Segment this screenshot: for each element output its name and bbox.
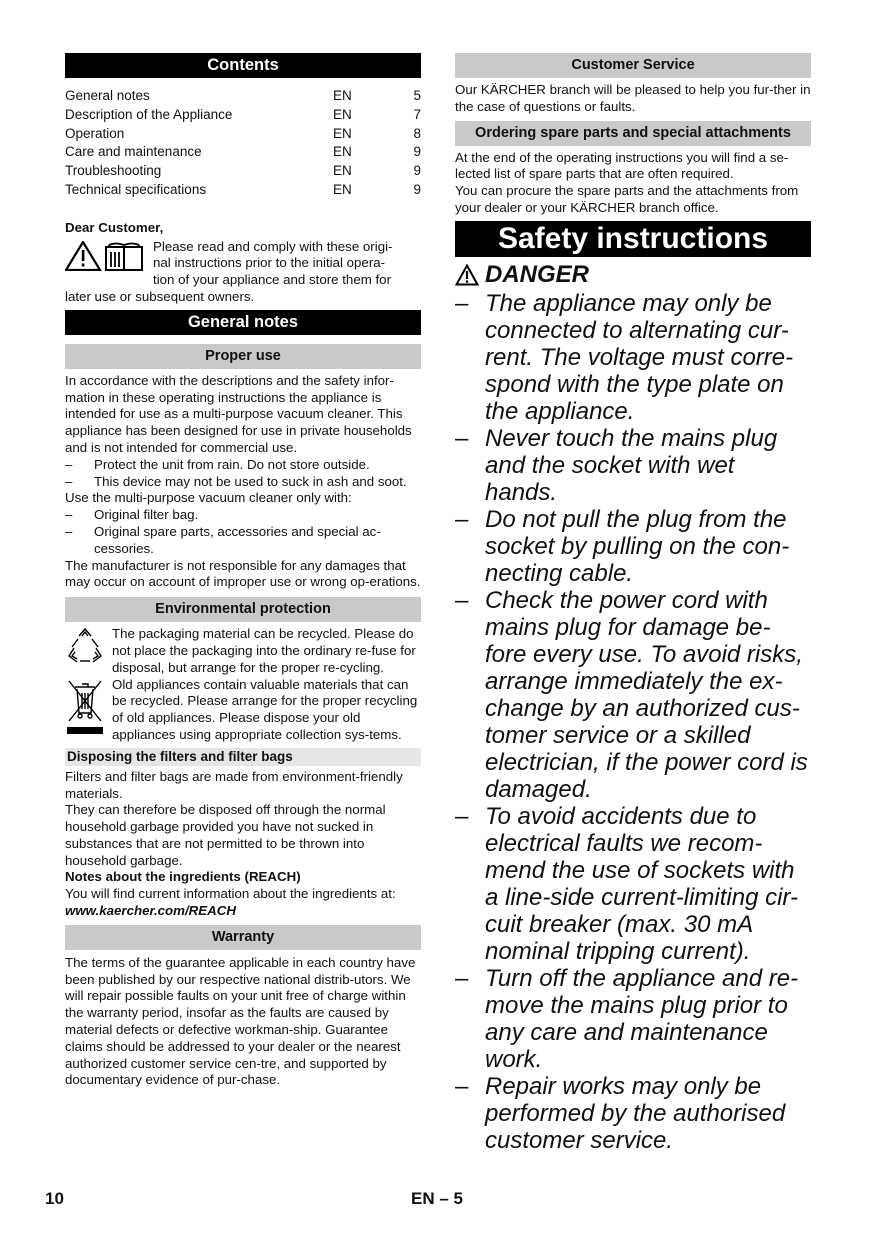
proper-use-text: In accordance with the descriptions and the safety infor-mation in these operating instructions the appliance is intended for use as a multi-purpose vacuum cleaner. This appliance has been designed for use in private households and is not intended for commercial use. [65,372,412,455]
toc-row[interactable]: Technical specifications EN 9 [65,181,421,197]
customer-service-heading: Customer Service [455,53,811,78]
environment-text-packaging: The packaging material can be recycled. Please do not place the packaging into the ordinary re-fuse for disposal, but arrange for the proper re-cycling. [112,626,416,675]
ordering-text: At the end of the operating instructions you will find a se-lected list of spare parts that are often required. [455,149,789,182]
contents-heading: Contents [65,53,421,78]
section-page-label: EN – 5 [411,1189,463,1208]
list-item: – Original spare parts, accessories and special ac-cessories. [65,523,381,556]
toc-row[interactable]: General notes EN 5 [65,88,421,103]
reach-link[interactable]: www.kaercher.com/REACH [65,903,236,919]
warning-manual-icons [65,239,153,289]
proper-use-heading: Proper use [65,344,421,369]
list-item: – Protect the unit from rain. Do not store outside. [65,456,370,472]
customer-service-text: Our KÄRCHER branch will be pleased to help you fur-ther in the case of questions or faults. [455,82,811,114]
safety-item: – The appliance may only be connected to alternating cur-rent. The voltage must corre-spond with the type plate on the appliance. [455,289,794,425]
list-item: – This device may not be used to suck in ash and soot. [65,473,407,489]
safety-item: – Do not pull the plug from the socket by pulling on the con-necting cable. [455,505,790,587]
toc-row[interactable]: Description of the Appliance EN 7 [65,106,421,122]
warranty-heading: Warranty [65,925,421,950]
reach-heading: Notes about the ingredients (REACH) [65,869,301,885]
disposing-text: Filters and filter bags are made from environment-friendly materials. [65,768,403,801]
page-number: 10 [45,1189,64,1208]
dear-customer-block: Please read and comply with these origi- nal instructions prior to the initial opera- tion of your appliance and store them for [65,239,421,289]
disposing-heading: Disposing the filters and filter bags [65,748,421,766]
toc-row[interactable]: Care and maintenance EN 9 [65,144,421,160]
disposing-text: They can therefore be disposed off through the normal household garbage provided you have not sucked in substances that are not permitted to be thrown into household garbage. [65,802,386,868]
proper-use-text: The manufacturer is not responsible for any damages that may occur on account of improper use or wrong op-erations. [65,557,421,590]
environmental-protection-heading: Environmental protection [65,597,421,622]
warranty-text: The terms of the guarantee applicable in each country have been published by our respective national distrib-utors. We will repair possible faults on your unit free of charge within the warranty period, insofar as the faults are caused by material defects or defective workman-ship. Guarantee claims should be addressed to your dealer or the nearest authorized customer service cen-tre, and supported by documentary evidence of pur-chase. [65,954,416,1088]
reach-text: You will find current information about the ingredients at: [65,886,396,902]
list-item: – Original filter bag. [65,507,199,523]
ordering-text: You can procure the spare parts and the attachments from your dealer or your KÄRCHER branch office. [455,183,799,215]
dear-customer-heading: Dear Customer, [65,219,164,235]
recycling-icon [65,626,105,666]
crossed-bin-icon [65,677,105,739]
environment-text-old-appliances: Old appliances contain valuable materials that can be recycled. Please arrange for the proper recycling of old appliances. Please dispose your old appliances using appropriate collection sys-tems. [112,676,418,742]
safety-item: – Turn off the appliance and re-move the mains plug prior to any care and maintenance work. [455,964,799,1073]
right-column [455,53,811,1154]
safety-item: – Never touch the mains plug and the socket with wet hands. [455,424,778,506]
left-column: Contents General notes EN 5 Description of the Appliance EN 7 Operation EN 8 Care and maintenance EN 9 Troubleshooting EN 9 Technical specifications EN 9 Dear Customer, Please read and comply with these origi- nal instructions prior to the initial opera- tion of your appliance and store them for later use or subsequent owners. General notes Proper use In accordance with the descriptions and the safety infor-mation in these operating instructions the appliance is intended for use as a multi-purpose vacuum cleaner. This appliance has been designed for use in private households and is not intended for commercial use. – Protect the unit from rain. Do not store outside. – This device may not be used to suck in ash and soot. Use the multi-purpose vacuum cleaner only with: – Original filter bag. – Original spare parts, accessories and special ac-cessories. The manufacturer is not responsible for any damages that may occur on account of improper use or wrong op-erations. Environmental protection The packaging material can be recycled. Please do not place the packaging into the ordinary re-fuse for disposal, but arrange for the proper re-cycling. Old appliances contain valuable materials that can be recycled. Please arrange for the proper recycling of old appliances. Please dispose your old appliances using appropriate collection sys-tems. Disposing the filters and filter bags Filters and filter bags are made from environment-friendly materials. They can therefore be disposed off through the normal household garbage provided you have not sucked in substances that are not permitted to be thrown into household garbage. Notes about the ingredients (REACH) You will find current information about the ingredients at: www.kaercher.com/REACH Warranty The terms of the guarantee applicable in each country have been published by our respective national distrib-utors. We will repair possible faults on your unit free of charge within the warranty period, insofar as the faults are caused by material defects or defective workman-ship. Guarantee claims should be addressed to your dealer or the nearest authorized customer service cen-tre, and supported by documentary evidence of pur-chase. [65,53,421,1089]
safety-item: – Repair works may only be performed by the authorised customer service. [455,1072,786,1154]
proper-use-text: Use the multi-purpose vacuum cleaner only with: [65,490,352,506]
warning-triangle-icon [455,264,479,286]
safety-item: – To avoid accidents due to electrical faults we recom-mend the use of sockets with a line-side current-limiting cir-cuit breaker (max. 30 mA nominal tripping current). [455,802,798,965]
danger-heading: DANGER [455,260,811,290]
ordering-spare-parts-heading: Ordering spare parts and special attachments [455,121,811,146]
contents-table [65,87,421,200]
toc-row[interactable]: Operation EN 8 [65,125,421,141]
warning-book-icon [65,241,149,271]
safety-item: – Check the power cord with mains plug for damage be-fore every use. To avoid risks, arrange immediately the ex-change by an authorized cus-tomer service or a skilled electrician, if the power cord is damaged. [455,586,808,803]
toc-row[interactable]: Troubleshooting EN 9 [65,163,421,179]
safety-instructions-heading: Safety instructions [455,221,811,257]
general-notes-heading: General notes [65,310,421,335]
